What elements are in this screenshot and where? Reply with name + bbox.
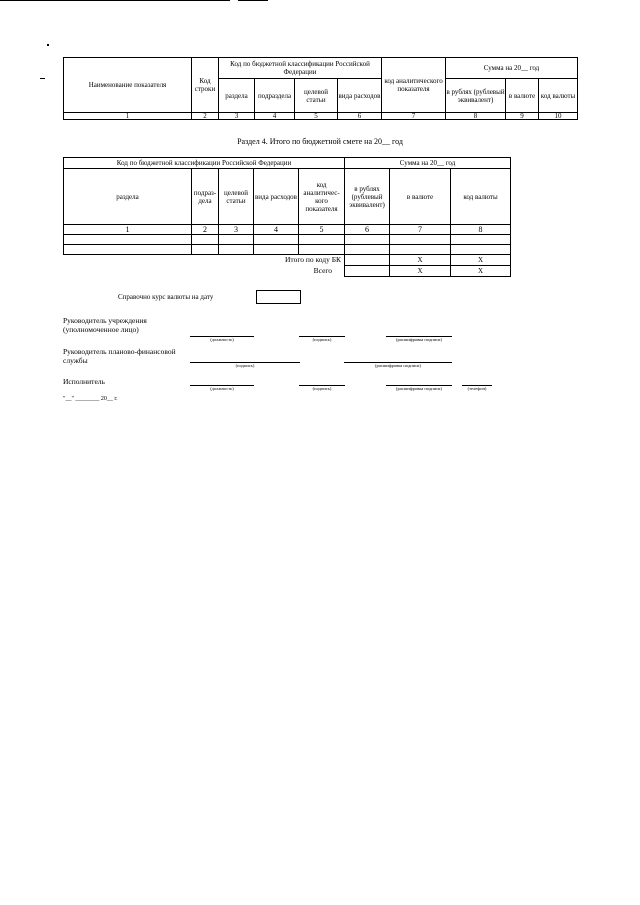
header-currency: в валюте [506, 79, 539, 113]
col-number: 7 [390, 225, 451, 235]
executor-decode-field[interactable]: (расшифровка подписи) [386, 385, 452, 393]
col-number: 4 [255, 113, 295, 120]
head-label-line2: (уполномоченное лицо) [63, 325, 139, 334]
header-section: раздела [64, 169, 192, 225]
executor-signature-field[interactable]: (подпись) [299, 385, 345, 393]
header-budget-classification: Код по бюджетной классификации Российской Федерации [64, 158, 345, 169]
scan-speck [40, 78, 45, 79]
col-number: 7 [382, 113, 446, 120]
header-expense-type: вида расходов [254, 169, 299, 225]
scan-edge-line [238, 0, 268, 1]
table-row [64, 235, 511, 245]
header-subsection: подраздела [255, 79, 295, 113]
header-currency-code: код валюты [451, 169, 511, 225]
col-number: 8 [446, 113, 506, 120]
header-currency-code: код валюты [539, 79, 578, 113]
exchange-rate-label: Справочно курс валюты на дату [118, 293, 214, 301]
col-number: 5 [295, 113, 338, 120]
scan-edge-line [0, 0, 230, 1]
scan-speck [47, 44, 49, 46]
head-position-field[interactable]: (должность) [190, 336, 254, 344]
col-number: 8 [451, 225, 511, 235]
total-bk-row [64, 255, 511, 266]
header-section: раздела [219, 79, 255, 113]
col-number: 5 [299, 225, 345, 235]
head-decode-field[interactable]: (расшифровка подписи) [386, 336, 452, 344]
table-row [64, 245, 511, 255]
header-sum-year: Сумма на 20__ год [345, 158, 511, 169]
total-label: Всего [313, 266, 333, 275]
total-bk-label: Итого по коду БК [285, 255, 342, 265]
header-target-article: целевой статьи [219, 169, 254, 225]
col-number: 1 [64, 225, 192, 235]
fin-label-line2: службы [63, 356, 88, 365]
header-analytic-code: код аналитичес-кого показателя [299, 169, 345, 225]
date-line[interactable]: "__" ________ 20__ г. [63, 396, 118, 402]
header-currency: в валюте [390, 169, 451, 225]
col-number: 2 [192, 225, 219, 235]
executor-phone-field[interactable]: (телефон) [462, 385, 492, 393]
fin-decode-field[interactable]: (расшифровка подписи) [344, 362, 452, 370]
header-analytic-code: код аналитического показателя [382, 58, 446, 113]
header-rub: в рублях (рублевый эквивалент) [446, 79, 506, 113]
executor-position-field[interactable]: (должность) [190, 385, 254, 393]
col-number: 3 [219, 113, 255, 120]
x-mark: X [390, 266, 451, 277]
exchange-rate-date-field[interactable] [256, 290, 301, 304]
header-sum-year: Сумма на 20__ год [446, 58, 578, 79]
total-row [64, 266, 511, 277]
header-subsection: подраз-дела [192, 169, 219, 225]
col-number: 2 [192, 113, 219, 120]
header-budget-classification: Код по бюджетной классификации Российской Федерации [219, 58, 382, 79]
header-target-article: целевой статьи [295, 79, 338, 113]
col-number: 6 [345, 225, 390, 235]
x-mark: X [390, 255, 451, 266]
fin-signature-field[interactable]: (подпись) [190, 362, 300, 370]
header-indicator-name: Наименование показателя [64, 58, 192, 113]
col-number: 4 [254, 225, 299, 235]
col-number: 6 [338, 113, 382, 120]
col-number: 3 [219, 225, 254, 235]
x-mark: X [451, 266, 511, 277]
section-4-title: Раздел 4. Итого по бюджетной смете на 20__ год [237, 137, 403, 146]
col-number: 1 [64, 113, 192, 120]
head-label-line1: Руководитель учреждения [63, 316, 147, 325]
budget-table-totals [63, 157, 511, 277]
head-signature-field[interactable]: (подпись) [299, 336, 345, 344]
col-number: 10 [539, 113, 578, 120]
executor-label: Исполнитель [63, 377, 105, 386]
header-row-code: Код строки [192, 58, 219, 113]
header-expense-type: вида расходов [338, 79, 382, 113]
header-rub: в рублях (рублевый эквивалент) [345, 169, 390, 225]
x-mark: X [451, 255, 511, 266]
fin-label-line1: Руководитель планово-финансовой [63, 347, 176, 356]
col-number: 9 [506, 113, 539, 120]
budget-table-top [63, 57, 578, 120]
